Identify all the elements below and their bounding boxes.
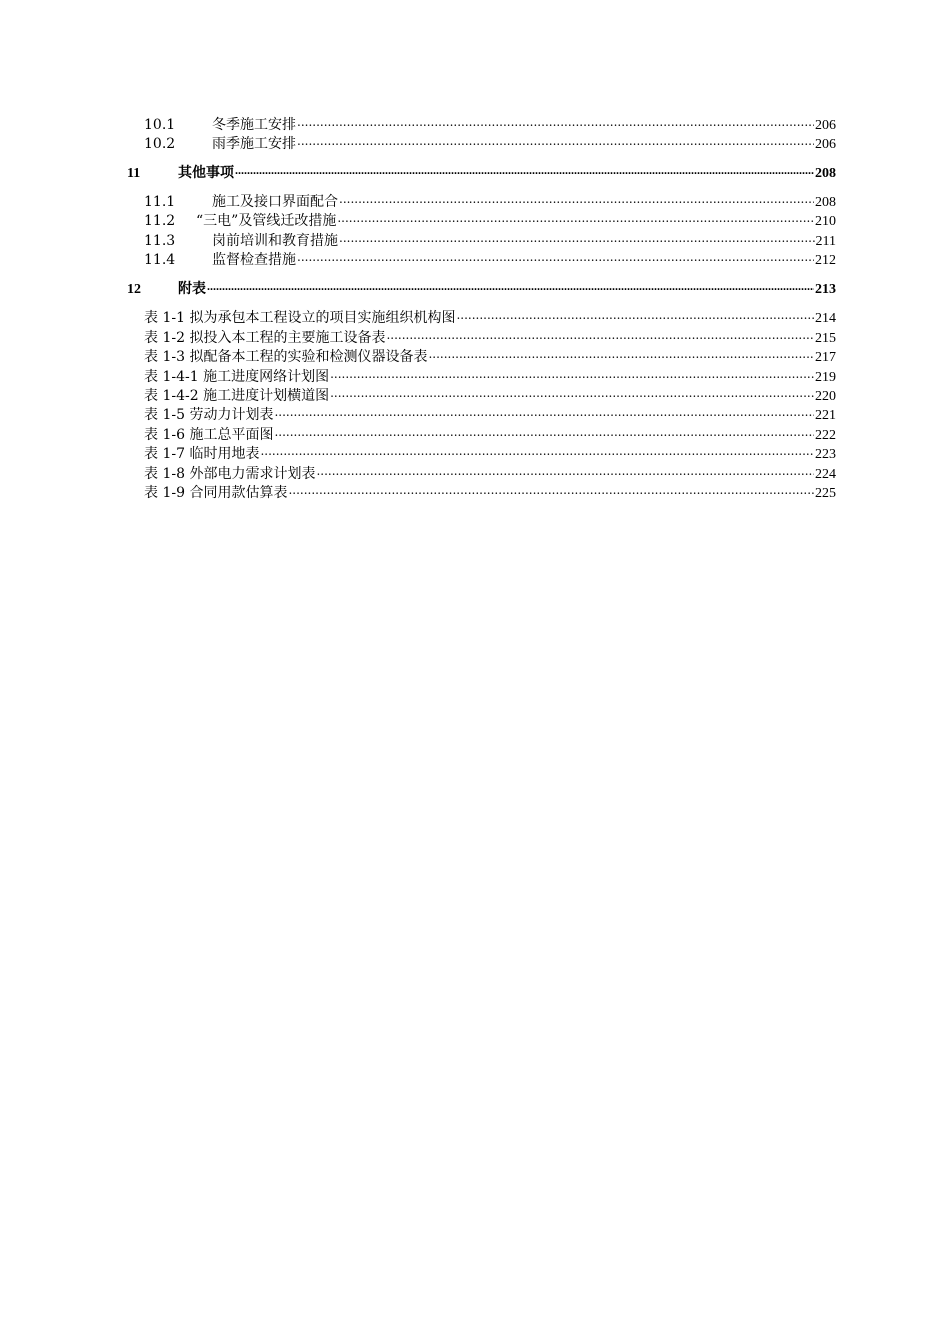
toc-entry-table-1-2[interactable]	[144, 328, 836, 348]
toc-dot-leader	[274, 425, 814, 439]
toc-entry-title: 表 1-2 拟投入本工程的主要施工设备表	[144, 330, 386, 346]
toc-dot-leader	[274, 405, 814, 419]
toc-entry-12[interactable]	[127, 279, 836, 299]
toc-entry-page: 219	[815, 370, 836, 385]
toc-entry-table-1-4-1[interactable]	[144, 367, 836, 387]
toc-entry-title: 雨季施工安排	[212, 136, 296, 152]
toc-entry-page: 206	[815, 118, 836, 133]
toc-entry-title: 附表	[178, 282, 206, 297]
toc-entry-page: 211	[815, 234, 836, 249]
toc-entry-10-2[interactable]	[144, 134, 836, 154]
toc-entry-table-1-9[interactable]	[144, 483, 836, 503]
toc-entry-page: 215	[815, 331, 836, 346]
toc-dot-leader	[456, 308, 814, 322]
toc-entry-page: 208	[815, 195, 836, 210]
toc-entry-title: 表 1-7 临时用地表	[144, 446, 260, 462]
toc-entry-number: 11.2	[144, 213, 176, 229]
toc-entry-page: 220	[815, 389, 836, 404]
toc-entry-number: 11.4	[144, 252, 176, 268]
toc-entry-page: 217	[815, 350, 836, 365]
toc-entry-page: 221	[815, 408, 836, 423]
toc-entry-10-1[interactable]	[144, 115, 836, 135]
toc-dot-leader	[316, 464, 814, 478]
toc-entry-title: 表 1-3 拟配备本工程的实验和检测仪器设备表	[144, 349, 428, 365]
toc-entry-title: 监督检查措施	[212, 252, 296, 268]
toc-entry-table-1-3[interactable]	[144, 347, 836, 367]
toc-entry-table-1-4-2[interactable]	[144, 386, 836, 406]
toc-entry-title: 表 1-4-2 施工进度计划横道图	[144, 388, 330, 404]
toc-entry-number: 11	[127, 166, 141, 181]
toc-entry-page: 223	[815, 447, 836, 462]
toc-dot-leader	[235, 163, 814, 177]
toc-entry-page: 208	[815, 166, 836, 181]
toc-dot-leader	[386, 328, 814, 342]
toc-entry-page: 206	[815, 137, 836, 152]
toc-entry-page: 212	[815, 253, 836, 268]
toc-entry-11-4[interactable]	[144, 250, 836, 270]
toc-dot-leader	[207, 279, 814, 293]
toc-entry-title: 表 1-5 劳动力计划表	[144, 407, 274, 423]
toc-entry-number: 11.1	[144, 194, 176, 210]
toc-dot-leader	[330, 367, 814, 381]
toc-entry-title: 表 1-8 外部电力需求计划表	[144, 466, 316, 482]
toc-entry-table-1-7[interactable]	[144, 444, 836, 464]
toc-entry-page: 213	[815, 282, 836, 297]
toc-dot-leader	[288, 483, 814, 497]
toc-dot-leader	[339, 231, 815, 245]
toc-entry-title: 表 1-6 施工总平面图	[144, 427, 274, 443]
toc-entry-11-3[interactable]	[144, 231, 836, 251]
toc-entry-table-1-1[interactable]	[144, 308, 836, 328]
toc-dot-leader	[297, 250, 814, 264]
toc-entry-number: 10.2	[144, 136, 176, 152]
toc-entry-page: 225	[815, 486, 836, 501]
toc-entry-title: 表 1-1 拟为承包本工程设立的项目实施组织机构图	[144, 310, 456, 326]
toc-entry-table-1-5[interactable]	[144, 405, 836, 425]
toc-entry-title: 岗前培训和教育措施	[212, 233, 338, 249]
toc-dot-leader	[260, 444, 814, 458]
toc-entry-page: 224	[815, 467, 836, 482]
toc-dot-leader	[428, 347, 814, 361]
toc-dot-leader	[297, 115, 814, 129]
toc-dot-leader	[337, 211, 814, 225]
toc-entry-title: 其他事项	[178, 166, 234, 181]
toc-entry-11-2[interactable]	[144, 211, 836, 231]
toc-dot-leader	[297, 134, 814, 148]
toc-entry-page: 214	[815, 311, 836, 326]
toc-entry-table-1-6[interactable]	[144, 425, 836, 445]
toc-entry-page: 210	[815, 214, 836, 229]
toc-entry-title: “三电”及管线迁改措施	[196, 213, 337, 229]
toc-entry-page: 222	[815, 428, 836, 443]
toc-entry-11[interactable]	[127, 163, 836, 183]
toc-entry-title: 施工及接口界面配合	[212, 194, 338, 210]
toc-entry-title: 表 1-4-1 施工进度网络计划图	[144, 369, 330, 385]
toc-entry-number: 12	[127, 282, 141, 297]
toc-entry-11-1[interactable]	[144, 192, 836, 212]
toc-entry-table-1-8[interactable]	[144, 464, 836, 484]
toc-entry-number: 11.3	[144, 233, 176, 249]
toc-dot-leader	[339, 192, 814, 206]
toc-entry-number: 10.1	[144, 117, 176, 133]
toc-dot-leader	[330, 386, 814, 400]
toc-entry-title: 冬季施工安排	[212, 117, 296, 133]
toc-entry-title: 表 1-9 合同用款估算表	[144, 485, 288, 501]
